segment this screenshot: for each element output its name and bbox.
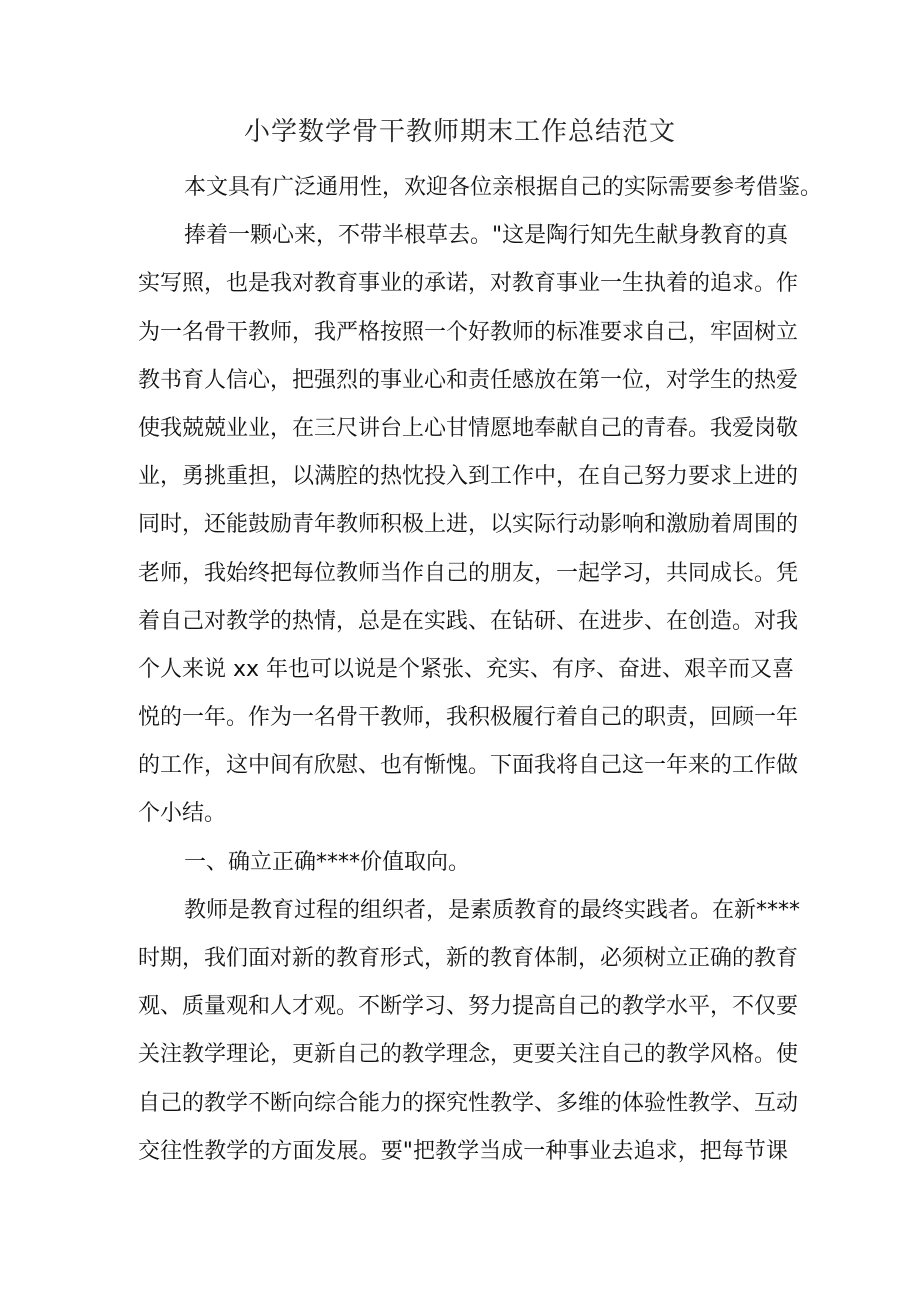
body-text-line: 教师是教育过程的组织者，是素质教育的最终实践者。在新**** [184, 897, 801, 923]
body-text-line: 同时，还能鼓励青年教师积极上进，以实际行动影响和激励着周围的 [138, 512, 799, 538]
body-text-line: 关注教学理论，更新自己的教学理念，更要关注自己的教学风格。使 [138, 1042, 799, 1068]
body-text-line: 老师，我始终把每位教师当作自己的朋友，一起学习，共同成长。凭 [138, 560, 799, 586]
body-text-line: 教书育人信心，把强烈的事业心和责任感放在第一位，对学生的热爱 [138, 367, 799, 393]
body-text-line: 使我兢兢业业，在三尺讲台上心甘情愿地奉献自己的青春。我爱岗敬 [138, 415, 799, 441]
body-text-line: 捧着一颗心来，不带半根草去。"这是陶行知先生献身教育的真 [184, 223, 789, 249]
body-text-line: 实写照，也是我对教育事业的承诺，对教育事业一生执着的追求。作 [138, 271, 799, 297]
body-text-line: 交往性教学的方面发展。要"把教学当成一种事业去追求，把每节课 [138, 1138, 788, 1164]
body-text-line: 着自己对教学的热情，总是在实践、在钻研、在进步、在创造。对我 [138, 608, 799, 634]
body-text-line: 自己的教学不断向综合能力的探究性教学、多维的体验性教学、互动 [138, 1090, 799, 1116]
body-text-line: 悦的一年。作为一名骨干教师，我积极履行着自己的职责，回顾一年 [138, 705, 799, 731]
body-text-line: 一、确立正确****价值取向。 [184, 849, 471, 875]
body-text-line: 业，勇挑重担，以满腔的热忱投入到工作中，在自己努力要求上进的 [138, 464, 799, 490]
body-text-line: 的工作，这中间有欣慰、也有惭愧。下面我将自己这一年来的工作做 [138, 753, 799, 779]
body-text-line: 个小结。 [138, 801, 227, 827]
body-text-line: 个人来说 xx 年也可以说是个紧张、充实、有序、奋进、艰辛而又喜 [138, 656, 795, 682]
document-body [138, 164, 823, 1176]
body-text-line: 为一名骨干教师，我严格按照一个好教师的标准要求自己，牢固树立 [138, 319, 799, 345]
body-text-line: 观、质量观和人才观。不断学习、努力提高自己的教学水平，不仅要 [138, 994, 799, 1020]
document-title: 小学数学骨干教师期末工作总结范文 [243, 117, 676, 147]
body-text-line: 时期，我们面对新的教育形式，新的教育体制，必须树立正确的教育 [138, 946, 799, 971]
body-text-line: 本文具有广泛通用性，欢迎各位亲根据自己的实际需要参考借鉴。 [184, 175, 823, 200]
